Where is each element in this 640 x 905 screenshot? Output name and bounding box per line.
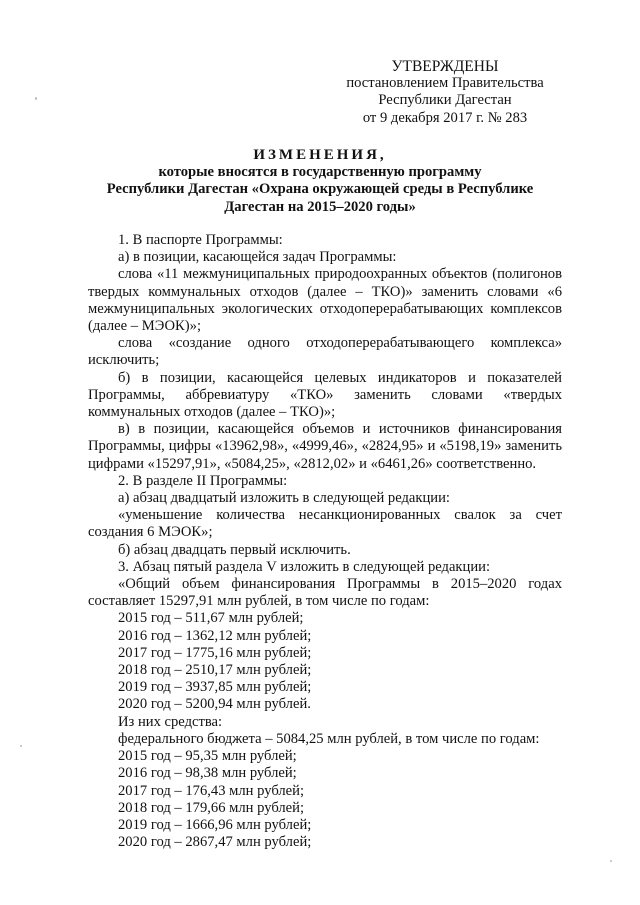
approval-line-1: постановлением Правительства <box>346 75 544 92</box>
list-item: 2017 год – 176,43 млн рублей; <box>118 782 305 799</box>
funds-intro: Из них средства: <box>118 713 223 730</box>
list-item: 2015 год – 95,35 млн рублей; <box>118 748 297 765</box>
scan-speck <box>20 745 22 747</box>
document-heading <box>90 147 550 216</box>
paragraph-dumps: «уменьшение количества несанкционированных свалок за счет создания 6 МЭОК»; <box>88 507 562 541</box>
list-item: 2018 год – 179,66 млн рублей; <box>118 799 305 816</box>
federal-by-year-list <box>88 748 562 851</box>
list-item: 2019 год – 1666,96 млн рублей; <box>118 816 312 833</box>
list-item: 2016 год – 98,38 млн рублей; <box>118 765 297 782</box>
scan-speck <box>610 860 612 862</box>
list-item: 2019 год – 3937,85 млн рублей; <box>118 679 312 696</box>
heading-line-1: которые вносятся в государственную программу <box>158 164 482 181</box>
approval-line-2: Республики Дагестан <box>378 92 512 109</box>
list-item: 2017 год – 1775,16 млн рублей; <box>118 644 312 661</box>
totals-by-year-list <box>88 610 562 713</box>
paragraph-words-complex: слова «создание одного отходоперерабатывающего комплекса» исключить; <box>88 335 562 369</box>
list-item: 2020 год – 5200,94 млн рублей. <box>118 696 311 713</box>
heading-title: ИЗМЕНЕНИЯ, <box>253 147 387 163</box>
heading-line-2: Республики Дагестан «Охрана окружающей среды в Республике <box>106 181 534 198</box>
list-item: 2015 год – 511,67 млн рублей; <box>118 610 304 627</box>
paragraph-section-5: 3. Абзац пятый раздела V изложить в следующей редакции: <box>118 558 490 575</box>
approval-block <box>330 58 560 127</box>
federal-intro: федерального бюджета – 5084,25 млн рублей, в том числе по годам: <box>118 730 540 747</box>
paragraph-total-financing: «Общий объем финансирования Программы в 2015–2020 годах составляет 15297,91 млн рублей, в том числе по годам: <box>88 576 562 610</box>
paragraph-passport: 1. В паспорте Программы: <box>118 232 283 248</box>
list-item: 2018 год – 2510,17 млн рублей; <box>118 662 312 679</box>
list-item: 2020 год – 2867,47 млн рублей; <box>118 834 312 851</box>
paragraph-section-2: 2. В разделе II Программы: <box>118 472 288 489</box>
paragraph-financing: в) в позиции, касающейся объемов и источников финансирования Программы, цифры «13962,98», «4999,46», «2824,95» и «5198,19» заменить цифрами «15297,91», «5084,25», «2812,02» и «6461,26» соответственно. <box>88 421 562 472</box>
paragraph-words-objects: слова «11 межмуниципальных природоохранных объектов (полигонов твердых коммунальных отходов (далее – ТКО)» заменить словами «6 межмуниципальных экологических отходоперерабатывающих комплексов (далее – МЭОК)»; <box>88 266 562 335</box>
scan-speck <box>35 97 37 100</box>
paragraph-twentieth: а) абзац двадцатый изложить в следующей редакции: <box>118 490 450 507</box>
paragraph-indicators: б) в позиции, касающейся целевых индикаторов и показателей Программы, аббревиатуру «ТКО» заменить словами «твердых коммунальных отходов (далее – ТКО)»; <box>88 369 562 421</box>
paragraph-twenty-first: б) абзац двадцать первый исключить. <box>118 541 351 558</box>
paragraph-tasks: а) в позиции, касающейся задач Программы: <box>118 249 397 266</box>
approval-line-3: от 9 декабря 2017 г. № 283 <box>362 109 528 126</box>
approval-title: УТВЕРЖДЕНЫ <box>391 58 499 75</box>
heading-line-3: Дагестан на 2015–2020 годы» <box>224 198 416 215</box>
document-body <box>88 232 562 851</box>
list-item: 2016 год – 1362,12 млн рублей; <box>118 627 312 644</box>
